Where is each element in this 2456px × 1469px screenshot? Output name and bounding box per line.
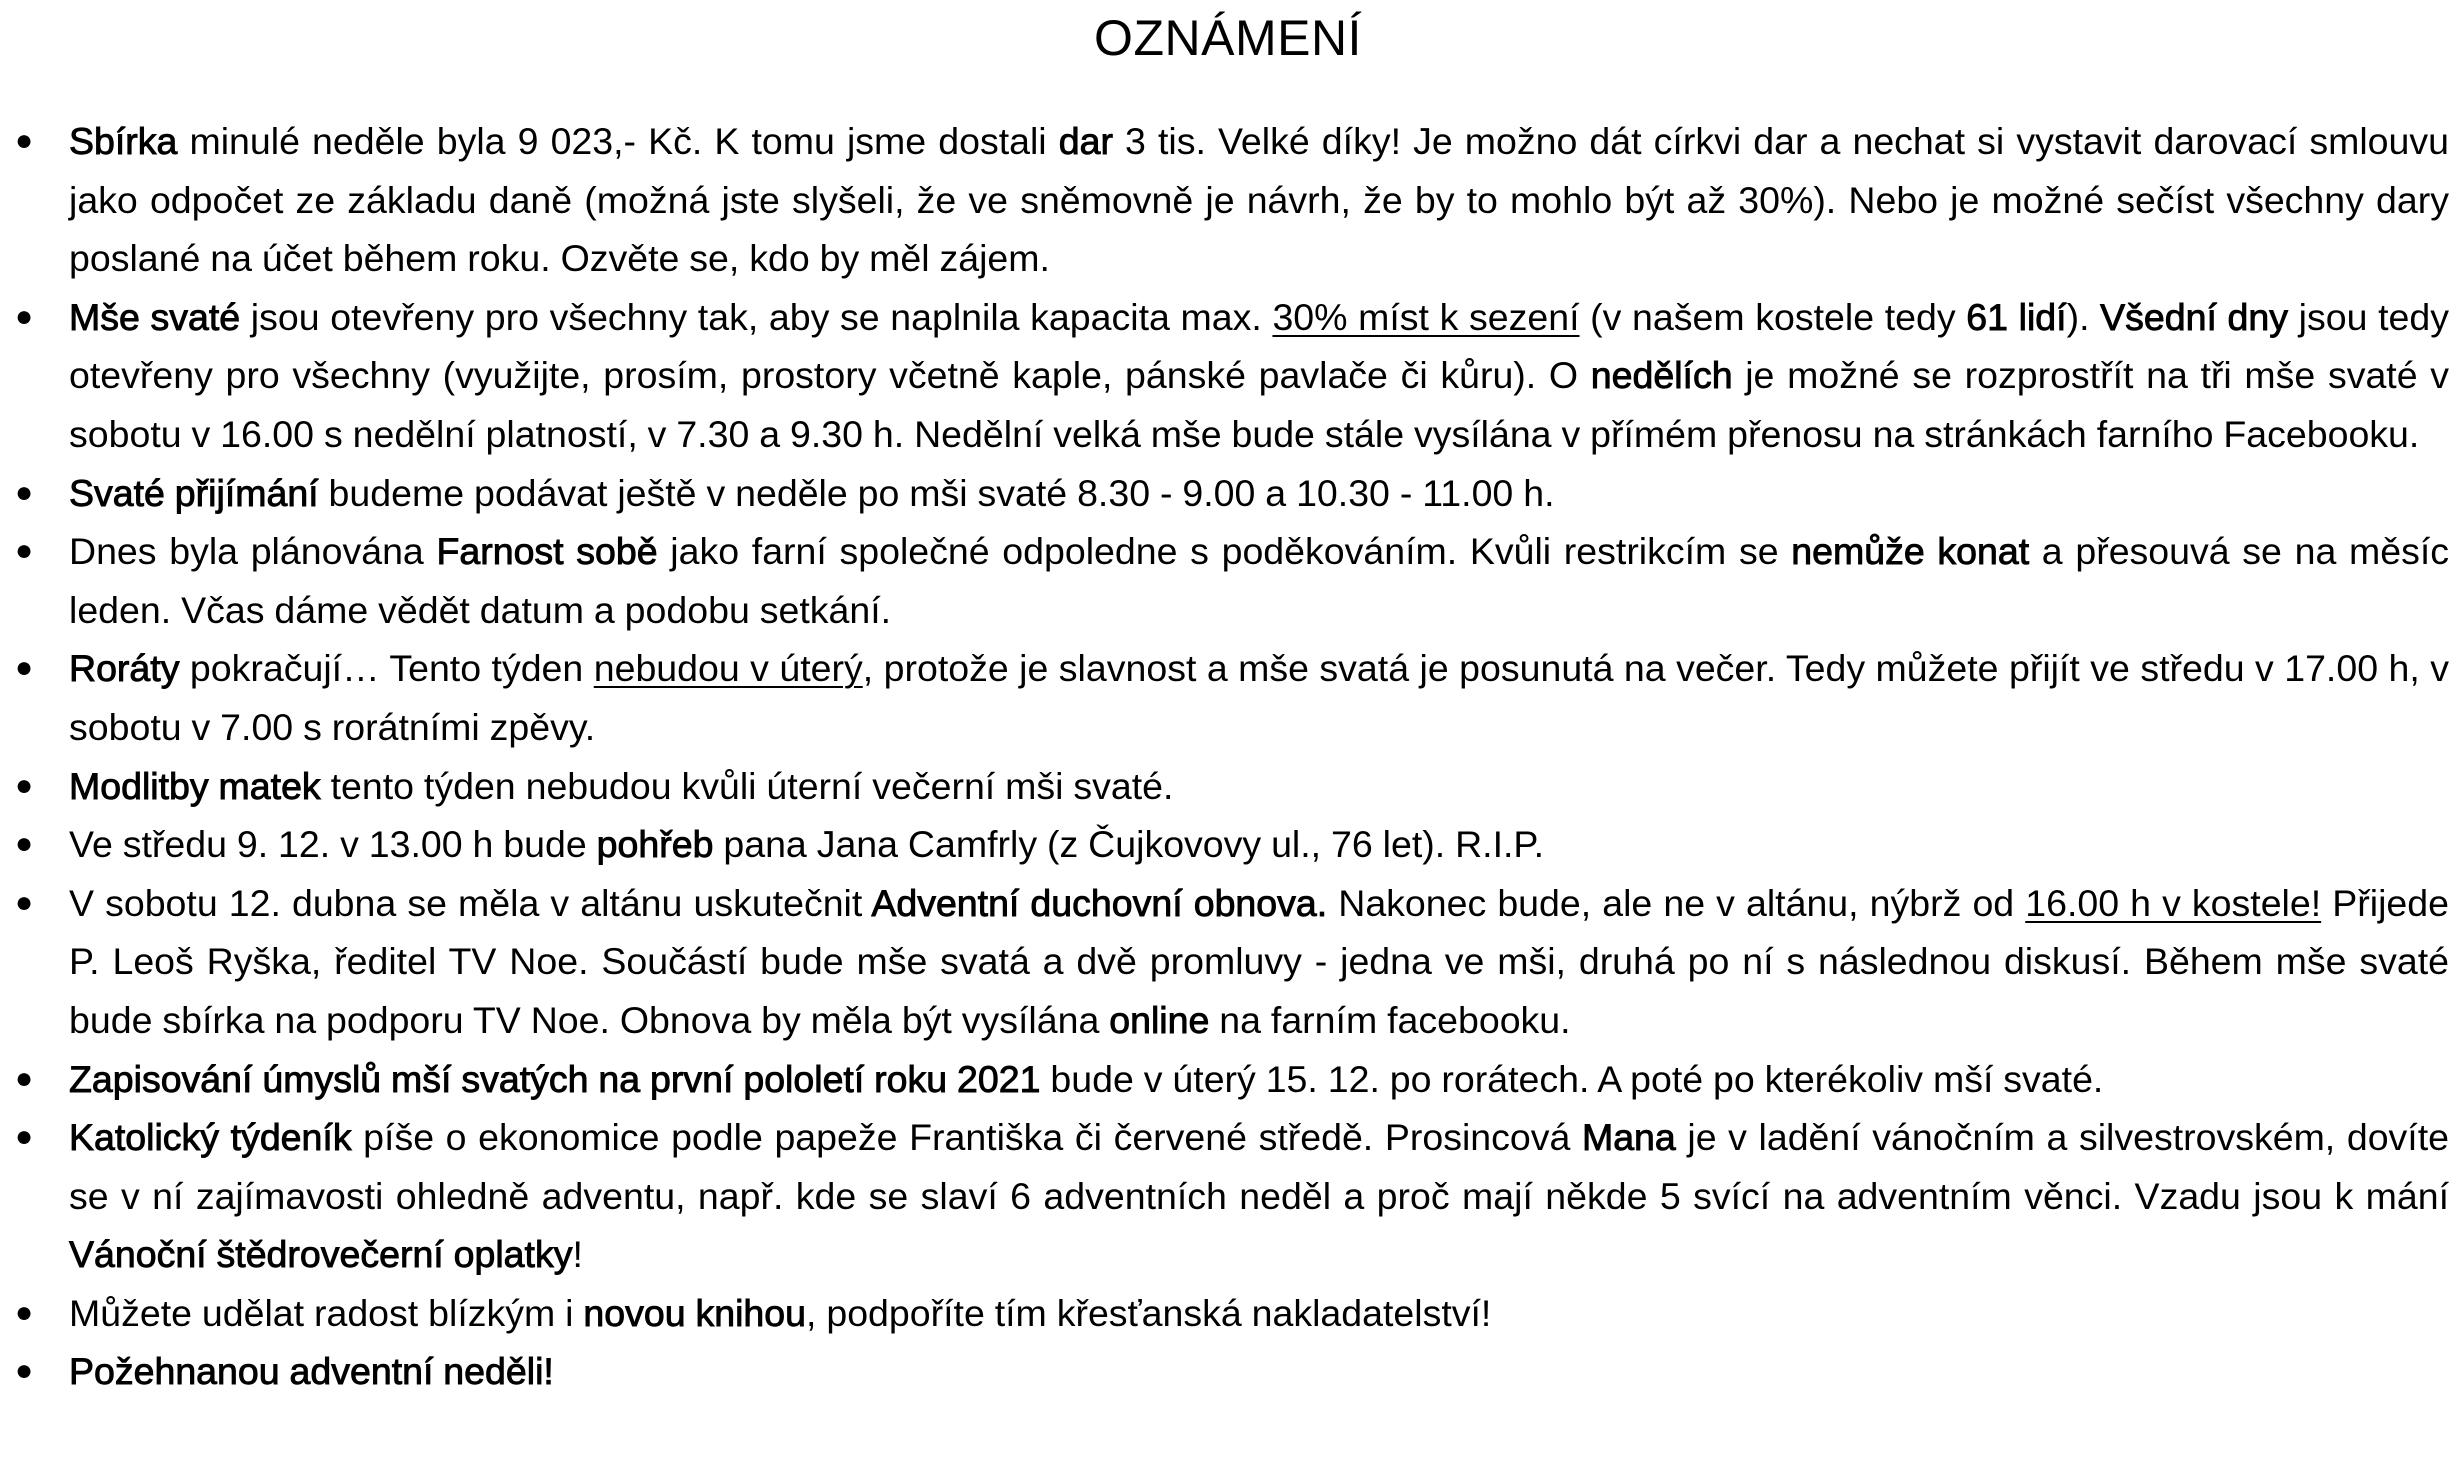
- bullet-icon: ●: [14, 651, 34, 685]
- underlined-text: 16.00 h v kostele!: [2025, 881, 2322, 924]
- item-text: budeme podávat ještě v neděle po mši svaté 8.30 - 9.00 a 10.30 - 11.00 h.: [318, 471, 1555, 514]
- item-text: píše o ekonomice podle papeže Františka či červené středě. Prosincová: [351, 1116, 1582, 1159]
- emphasized-text: nedělích: [1590, 354, 1733, 397]
- item-text: pana Jana Camfrly (z Čujkovovy ul., 76 let). R.I.P.: [713, 823, 1545, 866]
- item-text: !: [572, 1233, 583, 1276]
- emphasized-text: Mše svaté: [69, 295, 241, 338]
- announcement-item: [14, 522, 2450, 639]
- item-text: ).: [2066, 295, 2101, 338]
- emphasized-text: novou knihou: [583, 1291, 806, 1334]
- emphasized-text: Modlitby matek: [69, 764, 321, 807]
- emphasized-text: 61 lidí: [1966, 295, 2067, 338]
- announcement-list: [14, 112, 2450, 1401]
- announcement-item: [14, 1108, 2449, 1284]
- bullet-icon: ●: [14, 885, 34, 919]
- announcement-item: [14, 1342, 2449, 1401]
- item-text: Ve středu 9. 12. v 13.00 h bude: [69, 823, 597, 866]
- item-text: tento týden nebudou kvůli úterní večerní mši svaté.: [320, 764, 1174, 807]
- item-text: Přijede P. Leoš Ryška, ředitel TV Noe. Součástí bude mše svatá a dvě promluvy - jedna ve mši, druhá po ní s následnou diskusí. Během mše svaté bude sbírka na podporu TV Noe. Obnova by měla být vysílána: [69, 881, 2449, 1041]
- emphasized-text: Adventní duchovní obnova.: [871, 881, 1328, 924]
- emphasized-text: Zapisování úmyslů mší svatých na první pololetí roku 2021: [69, 1057, 1041, 1100]
- announcement-item: [14, 1050, 2449, 1109]
- underlined-text: nebudou v úterý: [593, 647, 863, 690]
- item-text: na farním facebooku.: [1209, 998, 1571, 1041]
- item-text: je možné se rozprostřít na tři mše svaté v sobotu v 16.00 s nedělní platností, v 7.30 a 9.30 h. Nedělní velká mše bude stále vysílána v přímém přenosu na stránkách farního Facebooku.: [69, 354, 2450, 455]
- item-text: Nakonec bude, ale ne v altánu, nýbrž od: [1327, 881, 2026, 924]
- underlined-text: 30% míst k sezení: [1272, 295, 1580, 338]
- item-text: a přesouvá se na měsíc leden. Včas dáme vědět datum a podobu setkání.: [69, 530, 2450, 631]
- emphasized-text: Roráty: [69, 647, 180, 690]
- bullet-icon: ●: [14, 124, 34, 157]
- item-text: jsou otevřeny pro všechny tak, aby se naplnila kapacita max.: [240, 295, 1273, 338]
- item-text: , podpoříte tím křesťanská nakladatelství!: [806, 1291, 1492, 1334]
- announcement-item: [14, 874, 2449, 1050]
- page-title: OZNÁMENÍ: [1094, 10, 1362, 66]
- item-text: (v našem kostele tedy: [1579, 295, 1967, 338]
- emphasized-text: Vánoční štědrovečerní oplatky: [69, 1233, 573, 1276]
- emphasized-text: nemůže konat: [1791, 530, 2030, 573]
- emphasized-text: pohřeb: [596, 823, 714, 866]
- item-text: pokračují… Tento týden: [179, 647, 594, 690]
- bullet-icon: ●: [14, 827, 34, 861]
- bullet-icon: ●: [14, 1120, 34, 1154]
- emphasized-text: Mana: [1581, 1116, 1676, 1159]
- emphasized-text: Svaté přijímání: [69, 471, 319, 514]
- bullet-icon: ●: [14, 1061, 34, 1095]
- emphasized-text: online: [1109, 998, 1210, 1041]
- announcement-item: [14, 112, 2449, 288]
- item-text: minulé neděle byla 9 023,- Kč. K tomu jsme dostali: [177, 120, 1059, 162]
- item-text: jsou tedy otevřeny pro všechny (využijte, prosím, prostory včetně kaple, pánské pavlače či kůru). O: [69, 295, 2450, 397]
- announcement-item: [14, 639, 2449, 756]
- item-text: Dnes byla plánována: [69, 530, 437, 573]
- bullet-icon: ●: [14, 1354, 34, 1388]
- emphasized-text: Požehnanou adventní neděli!: [69, 1350, 554, 1393]
- emphasized-text: Farnost sobě: [436, 530, 658, 573]
- announcement-item: [14, 288, 2450, 464]
- bullet-icon: ●: [14, 768, 34, 802]
- item-text: V sobotu 12. dubna se měla v altánu uskutečnit: [69, 881, 872, 924]
- item-text: je v ladění vánočním a silvestrovském, dovíte se v ní zajímavosti ohledně adventu, např. kde se slaví 6 adventních neděl a proč mají někde 5 svící na adventním věnci. Vzadu jsou k mání: [69, 1116, 2449, 1217]
- bullet-icon: ●: [14, 299, 34, 333]
- bullet-icon: ●: [14, 534, 34, 568]
- item-text: 3 tis. Velké díky! Je možno dát církvi dar a nechat si vystavit darovací smlouvu jako odpočet ze základu daně (možná jste slyšeli, že ve sněmovně je návrh, že by to mohlo být až 30%). Nebo je možné sečíst všechny dary poslané na účet během roku. Ozvěte se, kdo by měl zájem.: [69, 120, 2449, 280]
- emphasized-text: Katolický týdeník: [69, 1116, 352, 1159]
- announcement-item: [14, 757, 2449, 816]
- announcement-item: [14, 464, 2449, 523]
- item-text: bude v úterý 15. 12. po rorátech. A poté po kterékoliv mší svaté.: [1040, 1057, 2104, 1100]
- emphasized-text: Sbírka: [69, 120, 178, 162]
- item-text: Můžete udělat radost blízkým i: [69, 1291, 584, 1334]
- emphasized-text: dar: [1058, 120, 1113, 162]
- bullet-icon: ●: [14, 475, 34, 509]
- item-text: jako farní společné odpoledne s poděkováním. Kvůli restrikcím se: [657, 530, 1792, 573]
- item-text: , protože je slavnost a mše svatá je posunutá na večer. Tedy můžete přijít ve středu v 17.00 h, v sobotu v 7.00 s rorátními zpěvy.: [69, 647, 2449, 748]
- bullet-icon: ●: [14, 1295, 34, 1329]
- emphasized-text: Všední dny: [2100, 295, 2289, 338]
- announcement-item: [14, 815, 2449, 874]
- announcement-item: [14, 1284, 2449, 1343]
